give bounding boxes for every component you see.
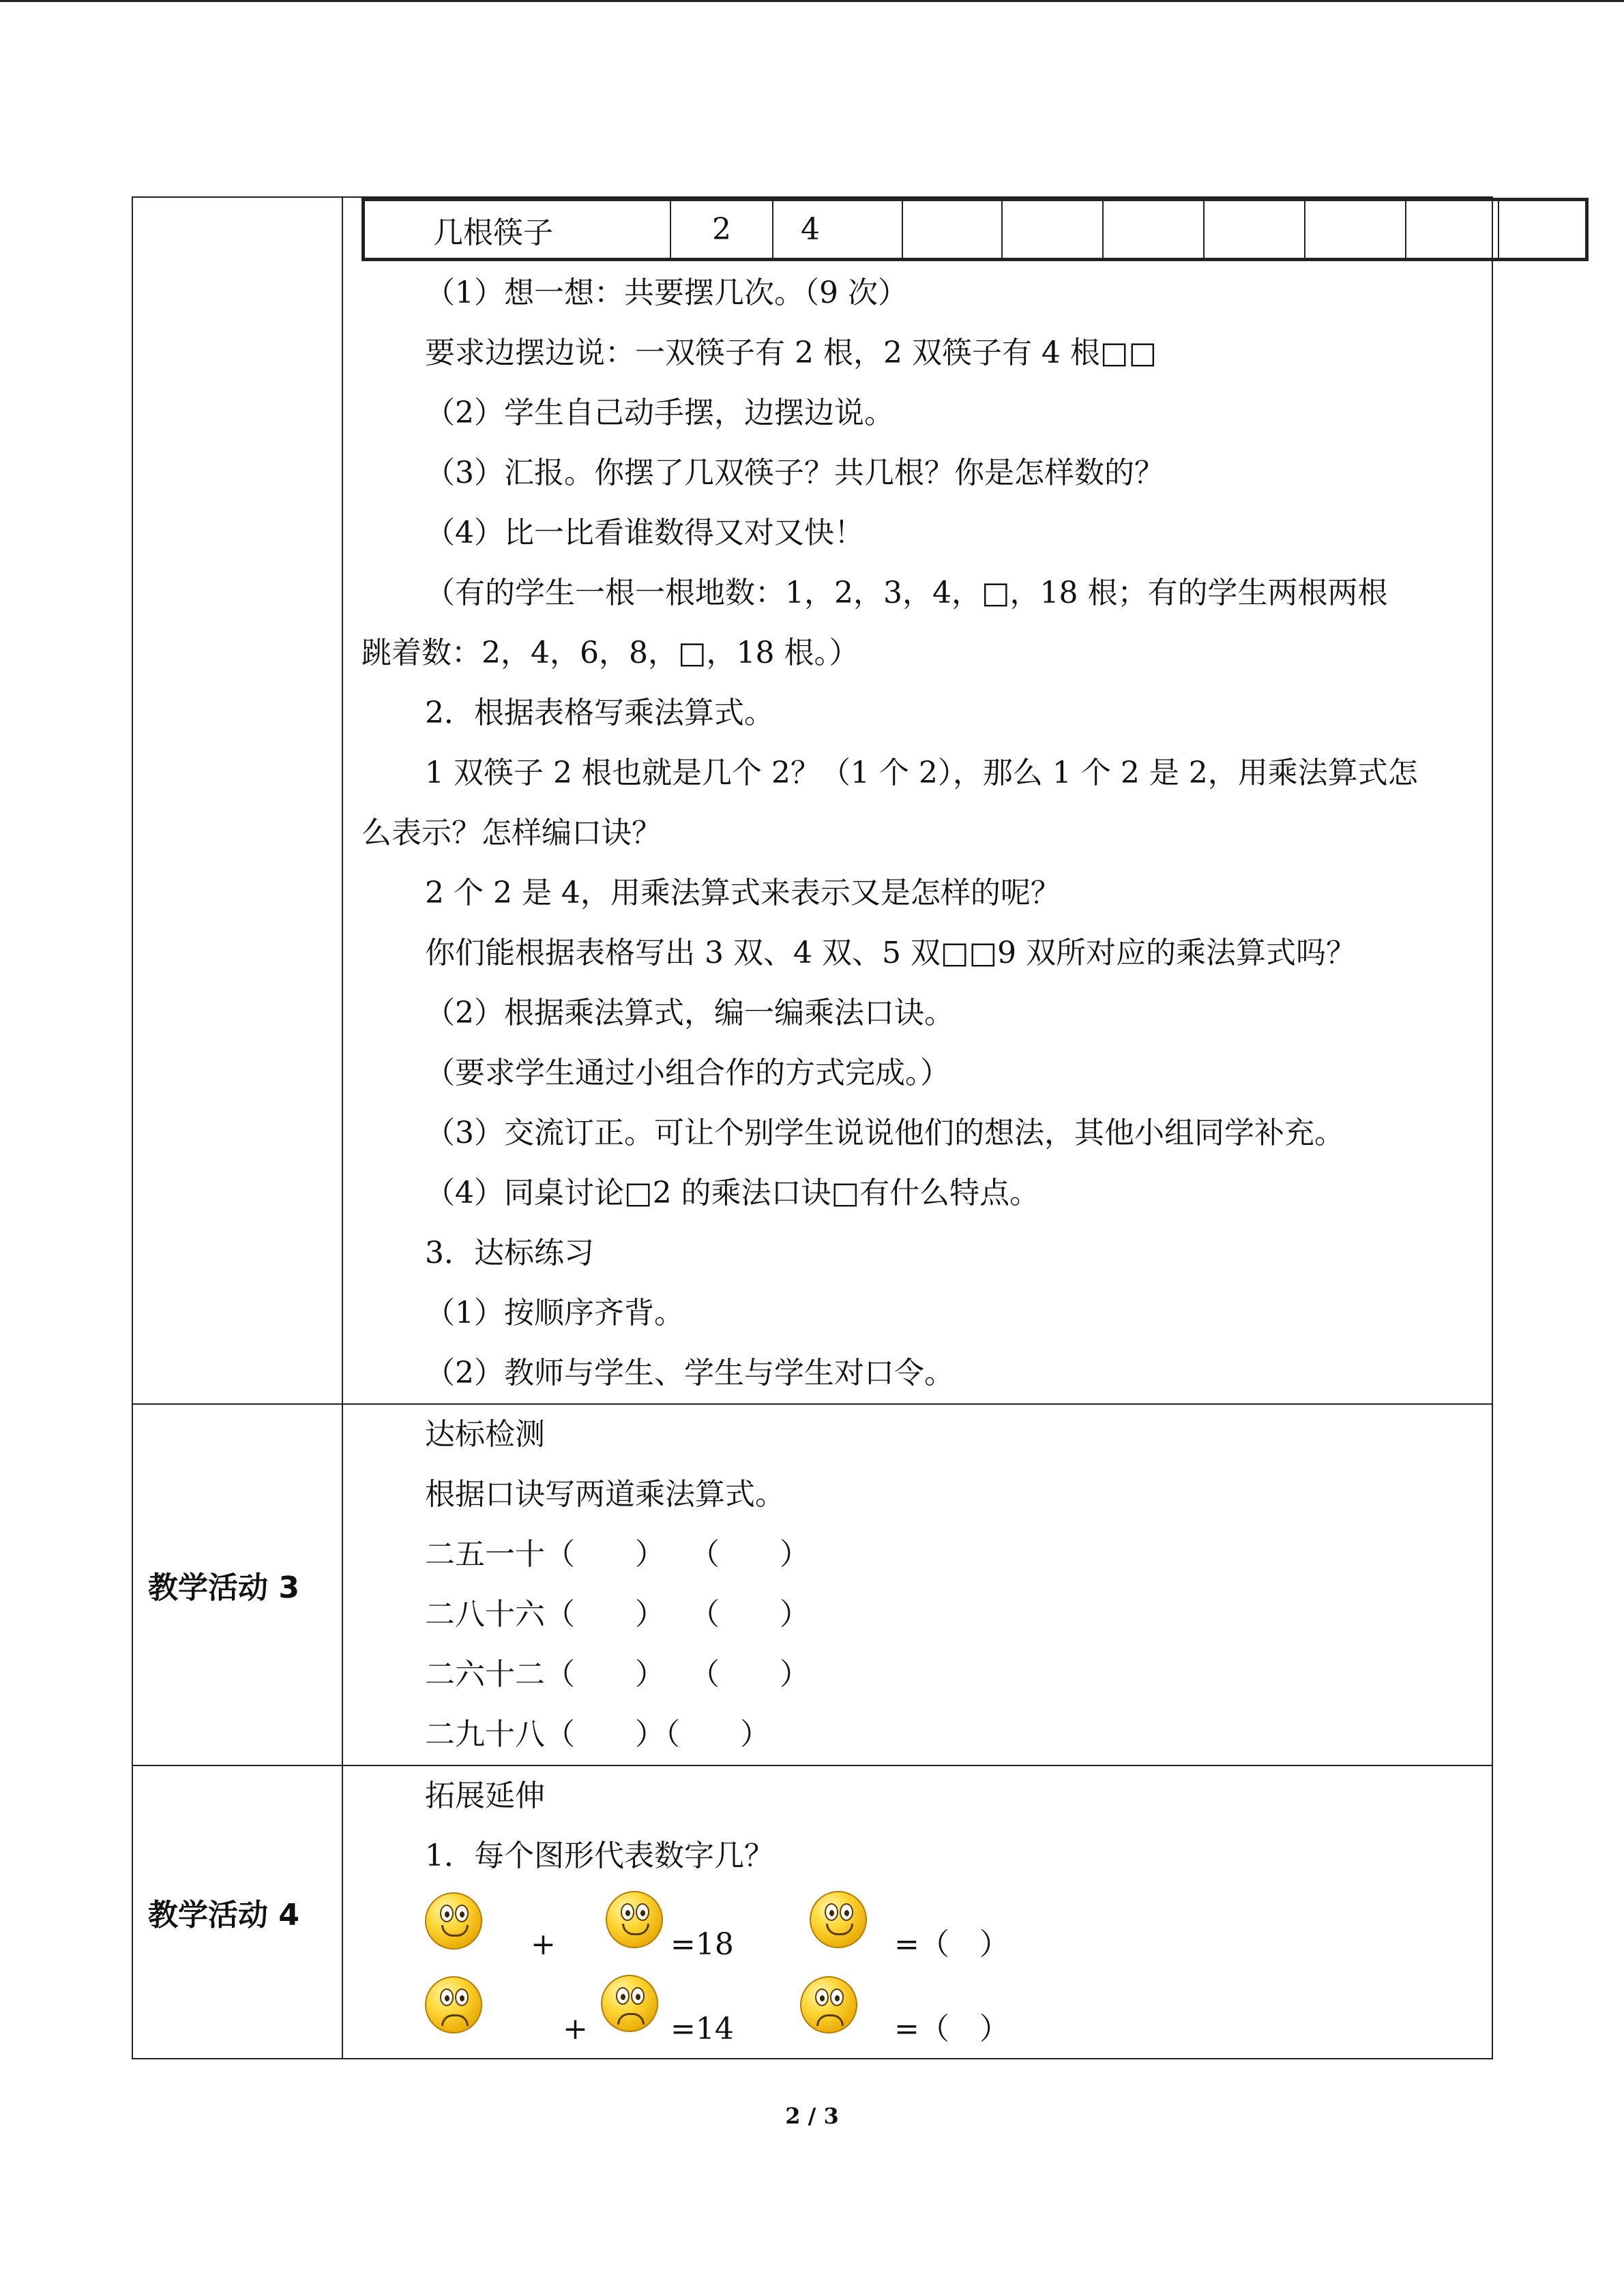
text-line: 根据口诀写两道乘法算式。 xyxy=(425,1477,785,1512)
chopsticks-cell: 4 xyxy=(773,200,902,260)
text-line: （要求学生通过小组合作的方式完成。） xyxy=(425,1056,950,1090)
activity2-row xyxy=(132,197,1492,1404)
answer-blank: =（ ） xyxy=(894,1927,1009,1962)
equation-result: =14 xyxy=(670,2012,734,2046)
page-number: 2 / 3 xyxy=(785,2103,839,2129)
activity3-content-cell xyxy=(342,1404,1492,1765)
text-line: （3）汇报。你摆了几双筷子？共几根？你是怎样数的？ xyxy=(425,456,1164,490)
smiley-face-icon xyxy=(606,1891,663,1948)
chopsticks-cell xyxy=(1103,200,1204,260)
smiley-face-icon xyxy=(425,1892,482,1950)
equation-result: =18 xyxy=(670,1927,734,1962)
chopsticks-cell xyxy=(1204,200,1305,260)
text-line: 3．达标练习 xyxy=(425,1236,594,1270)
text-line: 2 个 2 是 4，用乘法算式来表示又是怎样的呢？ xyxy=(425,876,1061,910)
activity4-label-cell xyxy=(132,1765,342,2059)
chopsticks-table xyxy=(361,198,1589,261)
chopsticks-cell: 2 xyxy=(670,200,773,260)
chopsticks-cell xyxy=(902,200,1002,260)
section-heading: 拓展延伸 xyxy=(425,1778,545,1813)
activity3-label-cell xyxy=(132,1404,342,1765)
sad-face-icon xyxy=(601,1975,658,2032)
text-line: （2）学生自己动手摆，边摆边说。 xyxy=(425,396,894,430)
section-heading: 达标检测 xyxy=(425,1417,545,1452)
activity4-row xyxy=(132,1765,1492,2059)
text-line: （2）教师与学生、学生与学生对口令。 xyxy=(425,1356,954,1390)
text-line: 2．根据表格写乘法算式。 xyxy=(425,696,774,730)
answer-blank: =（ ） xyxy=(894,2012,1009,2046)
text-line: （1）按顺序齐背。 xyxy=(425,1296,684,1330)
chopsticks-cell xyxy=(1002,200,1103,260)
text-line: （1）想一想：共要摆几次。（9 次） xyxy=(425,275,908,310)
exercise-line: 二八十六（ ） （ ） xyxy=(425,1597,810,1632)
activity2-label-cell xyxy=(132,197,342,1404)
chopsticks-cell xyxy=(1406,200,1498,260)
top-border-line xyxy=(0,0,1624,2)
activity2-content-cell xyxy=(342,197,1492,1404)
activity3-label: 教学活动 3 xyxy=(148,1570,299,1605)
sad-face-icon xyxy=(800,1976,857,2033)
text-line: 你们能根据表格写出 3 双、4 双、5 双□□9 双所对应的乘法算式吗？ xyxy=(425,936,1357,970)
exercise-line: 二五一十（ ） （ ） xyxy=(425,1537,810,1572)
activity4-label: 教学活动 4 xyxy=(148,1898,299,1933)
activity3-row xyxy=(132,1404,1492,1765)
text-line: （4）比一比看谁数得又对又快！ xyxy=(425,516,864,550)
text-line: （有的学生一根一根地数：1，2，3，4，□，18 根；有的学生两根两根 xyxy=(425,576,1388,610)
text-line: 要求边摆边说：一双筷子有 2 根，2 双筷子有 4 根□□ xyxy=(425,336,1157,370)
text-line: 么表示？怎样编口诀？ xyxy=(361,816,662,850)
text-line: 1 双筷子 2 根也就是几个 2？（1 个 2），那么 1 个 2 是 2，用乘法算式怎 xyxy=(425,756,1418,790)
text-line: （2）根据乘法算式，编一编乘法口诀。 xyxy=(425,996,954,1030)
sad-face-icon xyxy=(425,1976,482,2033)
text-line: 跳着数：2，4，6，8，□，18 根。） xyxy=(361,636,859,670)
exercise-line: 二六十二（ ） （ ） xyxy=(425,1657,810,1692)
chopsticks-row-label: 几根筷子 xyxy=(364,200,671,260)
plus-sign: + xyxy=(563,2012,588,2046)
exercise-line: 二九十八（ ）（ ） xyxy=(425,1717,770,1752)
chopsticks-cell xyxy=(1305,200,1406,260)
text-line: 1．每个图形代表数字几？ xyxy=(425,1838,774,1873)
chopsticks-cell xyxy=(1498,200,1587,260)
text-line: （3）交流订正。可让个别学生说说他们的想法，其他小组同学补充。 xyxy=(425,1116,1344,1150)
chopsticks-row xyxy=(364,200,1587,260)
plus-sign: + xyxy=(531,1927,556,1962)
lesson-plan-table xyxy=(132,196,1493,2059)
smiley-face-icon xyxy=(810,1891,867,1948)
text-line: （4）同桌讨论□2 的乘法口诀□有什么特点。 xyxy=(425,1176,1040,1210)
activity4-content-cell xyxy=(342,1765,1492,2059)
